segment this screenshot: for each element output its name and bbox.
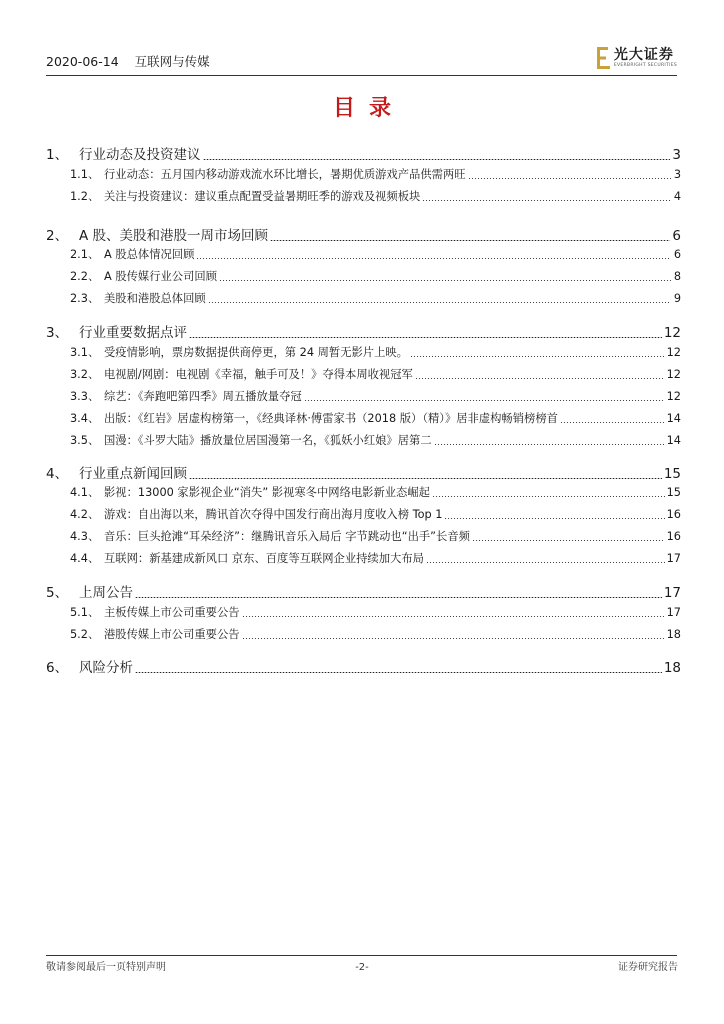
- toc-leader-dots: [196, 258, 671, 259]
- toc-entry-number: 2.2、: [70, 270, 100, 283]
- toc-entry-text: 游戏：自出海以来，腾讯首次夺得中国发行商出海月度收入榜 Top 1: [104, 508, 443, 521]
- toc-entry-number: 5.1、: [70, 606, 100, 619]
- toc-subsection-entry[interactable]: [46, 432, 681, 448]
- toc-leader-dots: [434, 444, 665, 445]
- toc-leader-dots: [415, 378, 665, 379]
- toc-page-number: 12: [663, 325, 681, 341]
- toc-subsection-entry[interactable]: [46, 268, 681, 284]
- toc-leader-dots: [135, 597, 662, 598]
- toc-section-entry[interactable]: [46, 143, 681, 163]
- toc-section-entry[interactable]: [46, 321, 681, 341]
- toc-page-number: 14: [666, 412, 681, 425]
- toc-page-number: 15: [666, 486, 681, 499]
- logo-english-name: EVERBRIGHT SECURITIES: [613, 63, 677, 68]
- toc-subsection-entry[interactable]: [46, 344, 681, 360]
- toc-entry-number: 3.1、: [70, 346, 100, 359]
- toc-page-number: 17: [663, 585, 681, 601]
- toc-subsection-entry[interactable]: [46, 604, 681, 620]
- toc-entry-text: A 股总体情况回顾: [104, 248, 195, 261]
- toc-entry-text: 国漫：《斗罗大陆》播放量位居国漫第一名，《狐妖小红娘》居第二: [104, 434, 432, 447]
- toc-page-number: 18: [666, 628, 681, 641]
- toc-page-number: 12: [666, 346, 681, 359]
- toc-leader-dots: [432, 496, 665, 497]
- toc-entry-number: 2.1、: [70, 248, 100, 261]
- toc-page-number: 6: [673, 248, 681, 261]
- toc-entry-number: 6、: [46, 660, 69, 676]
- toc-page-number: 14: [666, 434, 681, 447]
- logo-chinese-name: 光大证券: [613, 47, 674, 63]
- toc-page-number: 17: [666, 606, 681, 619]
- toc-leader-dots: [219, 280, 671, 281]
- toc-subsection-entry[interactable]: [46, 410, 681, 426]
- toc-page-number: 3: [673, 168, 681, 181]
- toc-entry-number: 4.3、: [70, 530, 100, 543]
- toc-entry-number: 3.3、: [70, 390, 100, 403]
- toc-leader-dots: [242, 638, 665, 639]
- toc-leader-dots: [468, 178, 671, 179]
- toc-section-entry[interactable]: [46, 462, 681, 482]
- toc-leader-dots: [242, 616, 665, 617]
- toc-entry-text: 影视：13000 家影视企业“消失” 影视寒冬中网络电影新业态崛起: [104, 486, 430, 499]
- toc-entry-text: 互联网：新基建成新风口 京东、百度等互联网企业持续加大布局: [104, 552, 424, 565]
- toc-entry-number: 4.2、: [70, 508, 100, 521]
- toc-leader-dots: [560, 422, 665, 423]
- toc-entry-number: 1.2、: [70, 190, 100, 203]
- footer-divider: [46, 955, 677, 956]
- header-divider: [46, 75, 677, 76]
- toc-section-entry[interactable]: [46, 581, 681, 601]
- toc-entry-number: 3、: [46, 325, 69, 341]
- toc-page-number: 17: [666, 552, 681, 565]
- header-info: [46, 54, 210, 70]
- toc-leader-dots: [270, 240, 670, 241]
- toc-entry-text: 行业动态：五月国内移动游戏流水环比增长，暑期优质游戏产品供需两旺: [104, 168, 466, 181]
- toc-subsection-entry[interactable]: [46, 484, 681, 500]
- toc-subsection-entry[interactable]: [46, 388, 681, 404]
- toc-subsection-entry[interactable]: [46, 528, 681, 544]
- toc-page-number: 4: [673, 190, 681, 203]
- toc-page-number: 6: [672, 228, 681, 244]
- toc-leader-dots: [304, 400, 665, 401]
- toc-entry-number: 4.1、: [70, 486, 100, 499]
- toc-entry-text: 受疫情影响，票房数据提供商停更，第 24 周暂无影片上映。: [104, 346, 408, 359]
- toc-entry-number: 1、: [46, 147, 69, 163]
- everbright-logo: [597, 46, 677, 70]
- toc-leader-dots: [189, 337, 662, 338]
- toc-entry-text: 风险分析: [79, 660, 133, 676]
- toc-subsection-entry[interactable]: [46, 246, 681, 262]
- toc-leader-dots: [135, 672, 662, 673]
- toc-leader-dots: [189, 478, 662, 479]
- toc-entry-number: 4.4、: [70, 552, 100, 565]
- logo-mark-icon: [597, 47, 610, 69]
- toc-page-number: 12: [666, 368, 681, 381]
- toc-leader-dots: [422, 200, 671, 201]
- toc-entry-number: 2.3、: [70, 292, 100, 305]
- footer-report-type: 证券研究报告: [618, 962, 678, 973]
- toc-page-number: 16: [666, 530, 681, 543]
- toc-entry-number: 5.2、: [70, 628, 100, 641]
- toc-page-number: 18: [663, 660, 681, 676]
- report-category: 互联网与传媒: [134, 54, 210, 69]
- toc-page-number: 15: [663, 466, 681, 482]
- toc-leader-dots: [444, 518, 664, 519]
- toc-entry-number: 1.1、: [70, 168, 100, 181]
- toc-entry-text: 上周公告: [79, 585, 133, 601]
- toc-entry-text: 关注与投资建议：建议重点配置受益暑期旺季的游戏及视频板块: [104, 190, 421, 203]
- toc-section-entry[interactable]: [46, 224, 681, 244]
- toc-page-number: 8: [673, 270, 681, 283]
- toc-entry-text: 音乐：巨头抢滩“耳朵经济”：继腾讯音乐入局后 字节跳动也“出手”长音频: [104, 530, 470, 543]
- toc-subsection-entry[interactable]: [46, 188, 681, 204]
- toc-title: 目录: [332, 95, 405, 121]
- toc-entry-text: A 股传媒行业公司回顾: [104, 270, 217, 283]
- toc-entry-text: 港股传媒上市公司重要公告: [104, 628, 240, 641]
- page-header: [46, 47, 677, 74]
- toc-entry-number: 3.4、: [70, 412, 100, 425]
- toc-leader-dots: [472, 540, 665, 541]
- toc-page-number: 16: [666, 508, 681, 521]
- toc-subsection-entry[interactable]: [46, 366, 681, 382]
- toc-entry-text: 行业动态及投资建议: [79, 147, 201, 163]
- toc-entry-number: 5、: [46, 585, 69, 601]
- footer-disclaimer: 敬请参阅最后一页特别声明: [46, 962, 166, 973]
- toc-entry-text: 美股和港股总体回顾: [104, 292, 206, 305]
- toc-section-entry[interactable]: [46, 656, 681, 676]
- toc-leader-dots: [426, 562, 665, 563]
- toc-page-number: 12: [666, 390, 681, 403]
- toc-entry-number: 2、: [46, 228, 69, 244]
- toc-entry-text: A 股、美股和港股一周市场回顾: [79, 228, 269, 244]
- toc-entry-text: 主板传媒上市公司重要公告: [104, 606, 240, 619]
- toc-entry-number: 4、: [46, 466, 69, 482]
- page-number: -2-: [355, 962, 369, 973]
- toc-subsection-entry[interactable]: [46, 290, 681, 306]
- toc-page-number: 3: [672, 147, 681, 163]
- toc-entry-number: 3.5、: [70, 434, 100, 447]
- toc-subsection-entry[interactable]: [46, 506, 681, 522]
- toc-entry-text: 电视剧/网剧：电视剧《幸福，触手可及！》夺得本周收视冠军: [104, 368, 413, 381]
- toc-entry-number: 3.2、: [70, 368, 100, 381]
- toc-leader-dots: [208, 302, 671, 303]
- toc-entry-text: 综艺：《奔跑吧第四季》周五播放量夺冠: [104, 390, 302, 403]
- toc-leader-dots: [410, 356, 665, 357]
- toc-entry-text: 行业重点新闻回顾: [79, 466, 187, 482]
- toc-entry-text: 出版：《红岩》居虚构榜第一，《经典译林·傅雷家书（2018 版）（精）》居非虚构畅销榜榜首: [104, 412, 558, 425]
- toc-entry-text: 行业重要数据点评: [79, 325, 187, 341]
- toc-subsection-entry[interactable]: [46, 550, 681, 566]
- toc-page-number: 9: [673, 292, 681, 305]
- toc-leader-dots: [203, 159, 671, 160]
- toc-subsection-entry[interactable]: [46, 166, 681, 182]
- report-date: 2020-06-14: [46, 54, 119, 69]
- toc-subsection-entry[interactable]: [46, 626, 681, 642]
